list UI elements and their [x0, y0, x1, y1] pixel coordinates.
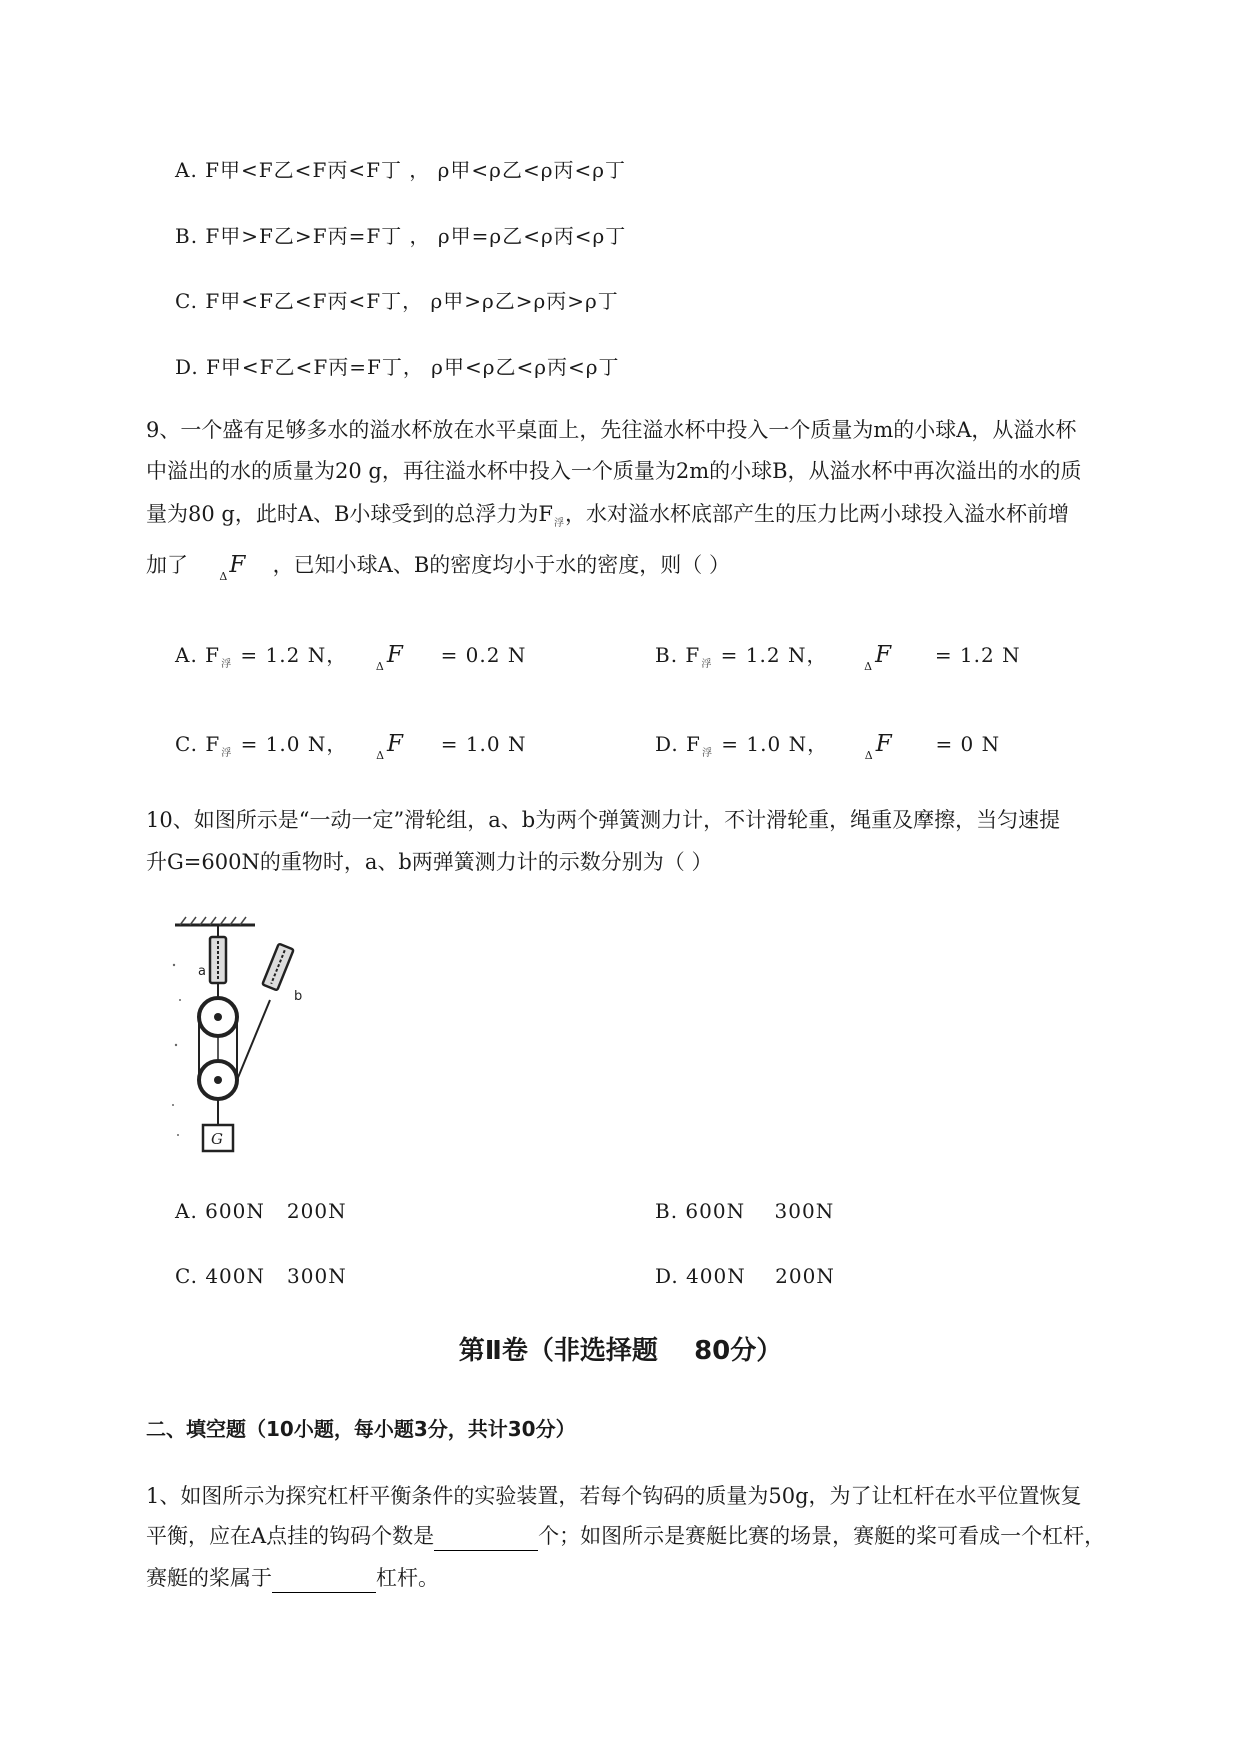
q10-line-1: 10、如图所示是“一动一定”滑轮组，a、b为两个弹簧测力计，不计滑轮重，绳重及摩擦，当匀速提	[146, 808, 1061, 832]
fill1-line-2	[146, 1521, 1105, 1551]
fill1-line-3	[146, 1563, 439, 1593]
q9-line-4	[146, 550, 730, 584]
option-text: F甲>F乙>F丙=F丁 ， ρ甲=ρ乙<ρ丙<ρ丁	[205, 224, 627, 248]
subscript-float: 浮	[554, 518, 565, 529]
part-two-title: 第Ⅱ卷（非选择题 80分）	[458, 1336, 783, 1366]
q9-option-c	[175, 729, 526, 764]
q9-line-4-end: ，已知小球A、B的密度均小于水的密度，则（ ）	[272, 553, 730, 577]
answer-blank-2[interactable]	[272, 1570, 376, 1593]
q9-line-4-start: 加了	[146, 553, 188, 577]
answer-blank-1[interactable]	[434, 1528, 538, 1551]
option-label: B.	[175, 224, 199, 248]
label-g: G	[211, 1130, 223, 1148]
force-symbol: F	[875, 731, 893, 757]
option-label: D.	[655, 732, 679, 756]
delta-symbol: Δ	[864, 660, 874, 673]
option-text: 600N 200N	[205, 1199, 347, 1223]
float-value: = 1.2 N，	[240, 643, 348, 667]
force-symbol: F	[229, 552, 246, 578]
q9-line-1: 9、一个盛有足够多水的溢水杯放在水平桌面上，先往溢水杯中投入一个质量为m的小球A，从溢水杯	[146, 418, 1077, 442]
option-text: 400N 300N	[205, 1264, 347, 1288]
option-text: F甲<F乙<F丙<F丁 ， ρ甲<ρ乙<ρ丙<ρ丁	[205, 158, 626, 182]
fill1-line-3-start: 赛艇的桨属于	[146, 1566, 272, 1590]
fill1-line-2-end: 个；如图所示是赛艇比赛的场景，赛艇的桨可看成一个杠杆，	[538, 1524, 1106, 1548]
q10-option-d	[655, 1261, 835, 1291]
option-text: 600N 300N	[685, 1199, 835, 1223]
fill1-line-1: 1、如图所示为探究杠杆平衡条件的实验装置，若每个钩码的质量为50g，为了让杠杆在水平位置恢复	[146, 1484, 1082, 1508]
label-a: a	[198, 964, 206, 979]
fill1-line-2-start: 平衡，应在A点挂的钩码个数是	[146, 1524, 435, 1548]
force-symbol: F	[386, 642, 404, 668]
force-f: F	[205, 643, 221, 667]
q8-option-b	[175, 221, 626, 251]
option-label: D.	[655, 1264, 679, 1288]
subscript-float: 浮	[701, 748, 713, 759]
option-label: D.	[175, 355, 199, 379]
q9-line-3	[146, 499, 1069, 534]
q10-option-b	[655, 1196, 834, 1226]
option-label: C.	[175, 1264, 198, 1288]
force-f: F	[685, 643, 701, 667]
option-label: C.	[175, 289, 198, 313]
q10-option-a	[175, 1196, 347, 1226]
q9-line-2: 中溢出的水的质量为20 g，再往溢水杯中投入一个质量为2m的小球B，从溢水杯中再次溢出的水的质	[146, 459, 1082, 483]
float-value: = 1.0 N，	[721, 732, 829, 756]
subscript-float: 浮	[701, 659, 713, 670]
option-text: F甲<F乙<F丙=F丁， ρ甲<ρ乙<ρ丙<ρ丁	[206, 355, 620, 379]
q8-option-c	[175, 286, 619, 316]
q8-option-a	[175, 155, 626, 185]
label-b: b	[294, 989, 303, 1004]
delta-value: = 1.0 N	[440, 732, 527, 756]
fill-in-section-heading: 二、填空题（10小题，每小题3分，共计30分）	[146, 1417, 576, 1441]
option-label: A.	[175, 158, 198, 182]
force-f: F	[686, 732, 701, 756]
option-text: 400N 200N	[686, 1264, 835, 1288]
delta-value: = 0.2 N	[440, 643, 527, 667]
fill1-line-3-end: 杠杆。	[376, 1566, 439, 1590]
force-symbol: F	[387, 731, 404, 757]
delta-symbol: Δ	[375, 660, 385, 673]
option-label: A.	[175, 1199, 198, 1223]
q9-option-d	[655, 729, 1000, 764]
q8-option-d	[175, 352, 620, 382]
q9-option-b	[655, 640, 1021, 675]
float-value: = 1.2 N，	[720, 643, 828, 667]
q9-line-3-end: ，水对溢水杯底部产生的压力比两小球投入溢水杯前增	[565, 502, 1070, 526]
subscript-float: 浮	[221, 659, 233, 670]
pulley-system-figure	[170, 905, 310, 1160]
delta-symbol: Δ	[864, 749, 874, 762]
option-label: A.	[175, 643, 198, 667]
q10-option-c	[175, 1261, 347, 1291]
force-f: F	[205, 732, 221, 756]
force-symbol: F	[875, 642, 893, 668]
option-label: B.	[655, 643, 679, 667]
q9-option-a	[175, 640, 526, 675]
q10-line-2: 升G=600N的重物时，a、b两弹簧测力计的示数分别为（ ）	[146, 850, 713, 874]
scan-noise	[172, 964, 181, 1136]
subscript-float: 浮	[221, 748, 233, 759]
delta-value: = 1.2 N	[934, 643, 1021, 667]
option-text: F甲<F乙<F丙<F丁， ρ甲>ρ乙>ρ丙>ρ丁	[205, 289, 619, 313]
option-label: B.	[655, 1199, 679, 1223]
delta-value: = 0 N	[935, 732, 1001, 756]
float-value: = 1.0 N，	[240, 732, 348, 756]
delta-symbol: Δ	[219, 570, 228, 583]
delta-symbol: Δ	[376, 749, 386, 762]
option-label: C.	[175, 732, 198, 756]
q9-line-3-start: 量为80 g，此时A、B小球受到的总浮力为F	[146, 502, 554, 526]
